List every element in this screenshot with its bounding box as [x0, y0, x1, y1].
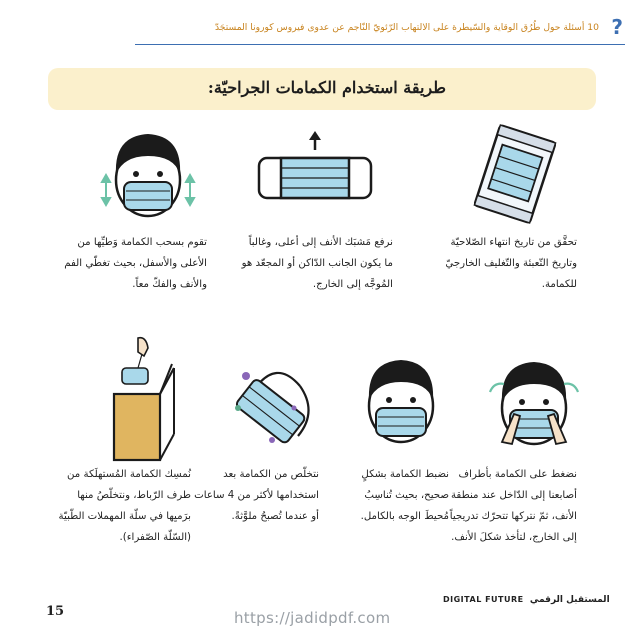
brand-arabic: المستقبل الرقمي: [529, 595, 610, 605]
section-title: طريقة استخدام الكمامات الجراحيّة:: [207, 78, 446, 97]
face-press-nose-icon: [484, 352, 584, 452]
step-7-caption: نُمسِك الكمامة المُستهلَكة من طرف الرّباط، ونتخلّصُ منها برَميِها في سلّة المهملات الطّبيّة (السّلّة الصّفراء).: [58, 469, 191, 543]
step-4-caption: نضغط على الكمامة بأطراف أصابعنا إلى الدّاخل عند منطقة الأنف، ثمّ نتركها تتحرّك تدريجياً إلى الخارج، لتأخذ شكلَ الأنف.: [449, 469, 577, 543]
publisher-brand: [443, 595, 610, 605]
website-link[interactable]: https://jadidpdf.com: [234, 609, 391, 627]
step-2-caption: نرفع مَشبَك الأنف إلى أعلى، وغالباً ما يكون الجانب الدّاكن أو المجعّد هو المُوجَّه إلى الخارج.: [241, 237, 393, 290]
mask-package-icon: [470, 124, 560, 224]
question-icon: ?: [611, 15, 623, 39]
page-number: 15: [46, 604, 65, 619]
medical-waste-bin-icon: [108, 334, 184, 464]
section-banner: [48, 68, 596, 110]
header-title: 10 أسئلة حول طُرُق الوقاية والسّيطرة على الالتهاب الرّئويّ النّاجم عن عدوى فيروس كورونا المستجَدّ: [214, 22, 599, 33]
step-3-caption: تقوم بسحب الكمامة وَطيِّها من الأعلى والأسفل، بحيث تغطّي الفم والأنف والفكّ معاً.: [64, 237, 207, 290]
step-6-caption: نتخلّص من الكمامة بعد استخدامها لأكثر من 4 ساعات أو عندما تُصبحُ ملوَّثةً.: [194, 469, 319, 522]
page-header: [135, 14, 625, 45]
step-5-caption: نضبط الكمامة بشكلٍ صحيح، بحيث تُناسِبُ مُحيطَ الوجه بالكامل.: [360, 469, 449, 522]
face-mask-adjust-icon: [98, 122, 198, 222]
face-fitted-mask-icon: [356, 352, 446, 448]
flat-mask-icon: [255, 130, 375, 210]
brand-english: DIGITAL FUTURE: [443, 595, 524, 604]
contaminated-mask-icon: [226, 362, 318, 452]
step-1-caption: تحقَّق من تاريخ انتهاء الصّلاحيّة وتاريخ التّعبئة والتّغليف الخارجيّ للكمامة.: [445, 237, 577, 290]
